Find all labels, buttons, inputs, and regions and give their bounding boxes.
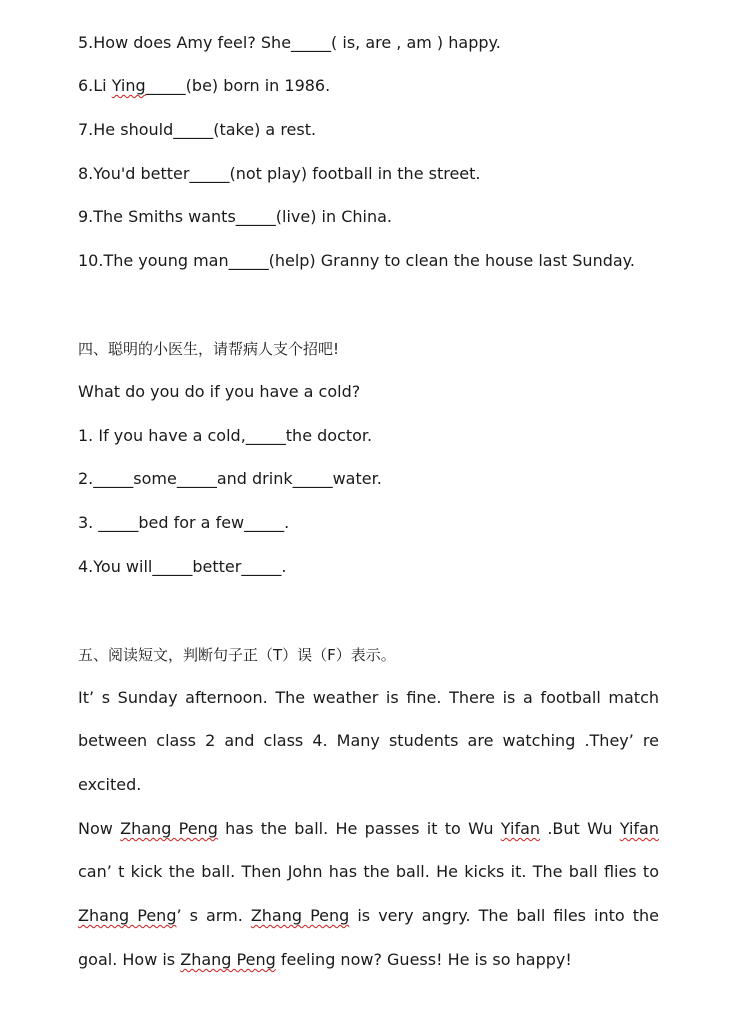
advice-item-3: 3. _____bed for a few_____. bbox=[78, 513, 290, 532]
advice-item-1: 1. If you have a cold,_____the doctor. bbox=[78, 426, 373, 445]
section5-heading: 五、阅读短文，判断句子正（T）误（F）表示。 bbox=[78, 646, 396, 664]
passage-line-3: excited. bbox=[78, 775, 142, 794]
spellcheck-mark: Zhang Peng bbox=[250, 906, 350, 925]
section4-question: What do you do if you have a cold? bbox=[78, 382, 361, 401]
spellcheck-mark: Zhang Peng bbox=[78, 906, 177, 925]
passage-line-5: can’ t kick the ball. Then John has the ball. He kicks it. The ball flies to bbox=[78, 862, 659, 881]
passage-line-6: Zhang Peng’ s arm. Zhang Peng is very angry. The ball files into the bbox=[78, 906, 660, 925]
passage-line-4: Now Zhang Peng has the ball. He passes it to Wu Yifan .But Wu Yifan bbox=[78, 819, 659, 838]
exercise-item-10: 10.The young man_____(help) Granny to clean the house last Sunday. bbox=[78, 251, 635, 270]
passage-line-1: It’ s Sunday afternoon. The weather is fine. There is a football match bbox=[78, 688, 659, 707]
spellcheck-mark: Yifan bbox=[619, 819, 659, 838]
advice-item-2: 2._____some_____and drink_____water. bbox=[78, 469, 382, 488]
passage-line-2: between class 2 and class 4. Many students are watching .They’ re bbox=[78, 731, 659, 750]
exercise-item-7: 7.He should_____(take) a rest. bbox=[78, 120, 317, 139]
exercise-item-6: 6.Li Ying_____(be) born in 1986. bbox=[78, 76, 331, 95]
exercise-item-9: 9.The Smiths wants_____(live) in China. bbox=[78, 207, 393, 226]
spellcheck-mark: Yifan bbox=[500, 819, 541, 838]
spellcheck-mark: Ying bbox=[111, 76, 146, 95]
spellcheck-mark: Zhang Peng bbox=[120, 819, 218, 838]
exercise-item-8: 8.You'd better_____(not play) football in the street. bbox=[78, 164, 481, 183]
advice-item-4: 4.You will_____better_____. bbox=[78, 557, 287, 576]
section4-heading: 四、聪明的小医生，请帮病人支个招吧! bbox=[78, 340, 340, 358]
exercise-item-5: 5.How does Amy feel? She_____( is, are , am ) happy. bbox=[78, 33, 501, 52]
passage-line-7: goal. How is Zhang Peng feeling now? Guess! He is so happy! bbox=[78, 950, 572, 969]
spellcheck-mark: Zhang Peng bbox=[180, 950, 276, 969]
